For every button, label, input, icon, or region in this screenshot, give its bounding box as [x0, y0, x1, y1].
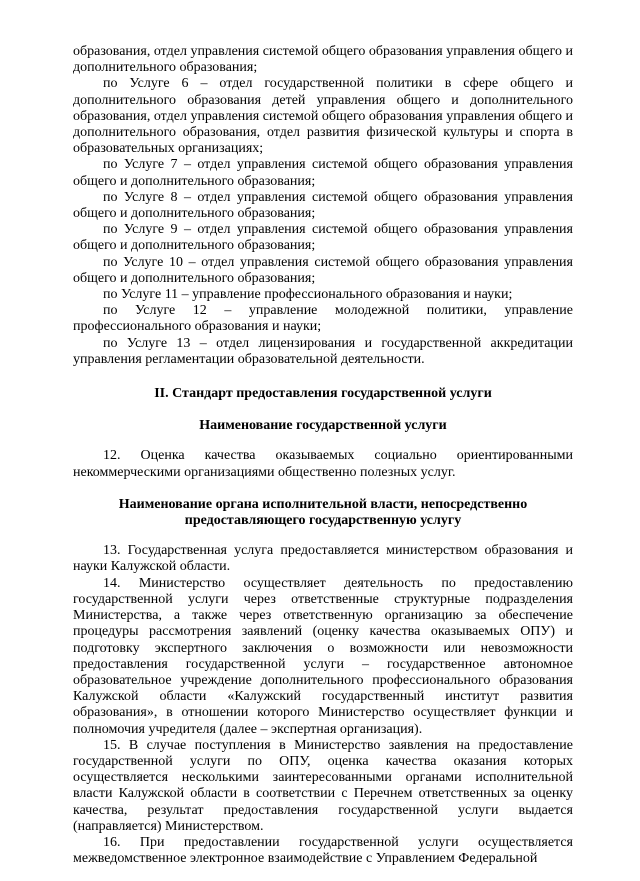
paragraph-service-9: по Услуге 9 – отдел управления системой общего образования управления общего и дополнительного образования;	[73, 222, 573, 254]
subheading-organ-line-1: Наименование органа исполнительной власти, непосредственно	[118, 496, 528, 512]
document-body	[73, 44, 573, 867]
paragraph-15: 15. В случае поступления в Министерство заявления на предоставление государственной услуги по ОПУ, оценка качества оказания которых осуществляется несколькими заинтересованными органами исполнительной власти Калужской области в соответствии с Перечнем ответственных за оценку качества, результат предоставления государственной услуги выдается (направляется) Министерством.	[73, 737, 573, 834]
paragraph-16: 16. При предоставлении государственной услуги осуществляется межведомственное электронное взаимодействие с Управлением Федеральной	[73, 834, 573, 867]
paragraph-service-12: по Услуге 12 – управление молодежной политики, управление профессионального образования и науки;	[73, 303, 573, 335]
paragraph-service-10: по Услуге 10 – отдел управления системой общего образования управления общего и дополнительного образования;	[73, 254, 573, 286]
paragraph-service-13: по Услуге 13 – отдел лицензирования и государственной аккредитации управления регламентации образовательной деятельности.	[73, 335, 573, 367]
paragraph-13: 13. Государственная услуга предоставляется министерством образования и науки Калужской области.	[73, 543, 573, 575]
paragraph-12: 12. Оценка качества оказываемых социально ориентированными некоммерческими организациями общественно полезных услуг.	[73, 448, 573, 480]
section-heading: II. Стандарт предоставления государственной услуги	[154, 386, 492, 402]
paragraph-continuation: образования, отдел управления системой общего образования управления общего и дополнительного образования;	[73, 44, 573, 76]
paragraph-14: 14. Министерство осуществляет деятельность по предоставлению государственной услуги через ответственные структурные подразделения Министерства, а также через ответственную организацию за обеспечение процедуры рассмотрения заявлений (оценку качества оказываемых ОПУ) и подготовку экспертного заключения о возможности или невозможности предоставления государственной услуги – государственное автономное образовательное учреждение дополнительного профессионального образования Калужской области «Калужский государственный институт развития образования», в отношении которого Министерство осуществляет функции и полномочия учредителя (далее – экспертная организация).	[73, 575, 573, 737]
paragraph-service-8: по Услуге 8 – отдел управления системой общего образования управления общего и дополнительного образования;	[73, 189, 573, 222]
paragraph-service-6: по Услуге 6 – отдел государственной политики в сфере общего и дополнительного образования детей управления общего и дополнительного образования, отдел управления системой общего образования управления общего и дополнительного образования, отдел развития физической культуры и спорта в образовательных организациях;	[73, 76, 573, 157]
paragraph-service-7: по Услуге 7 – отдел управления системой общего образования управления общего и дополнительного образования;	[73, 157, 573, 189]
subheading-service-name: Наименование государственной услуги	[199, 418, 447, 434]
paragraph-service-11: по Услуге 11 – управление профессионального образования и науки;	[103, 287, 513, 303]
subheading-organ-line-2: предоставляющего государственную услугу	[184, 513, 462, 529]
